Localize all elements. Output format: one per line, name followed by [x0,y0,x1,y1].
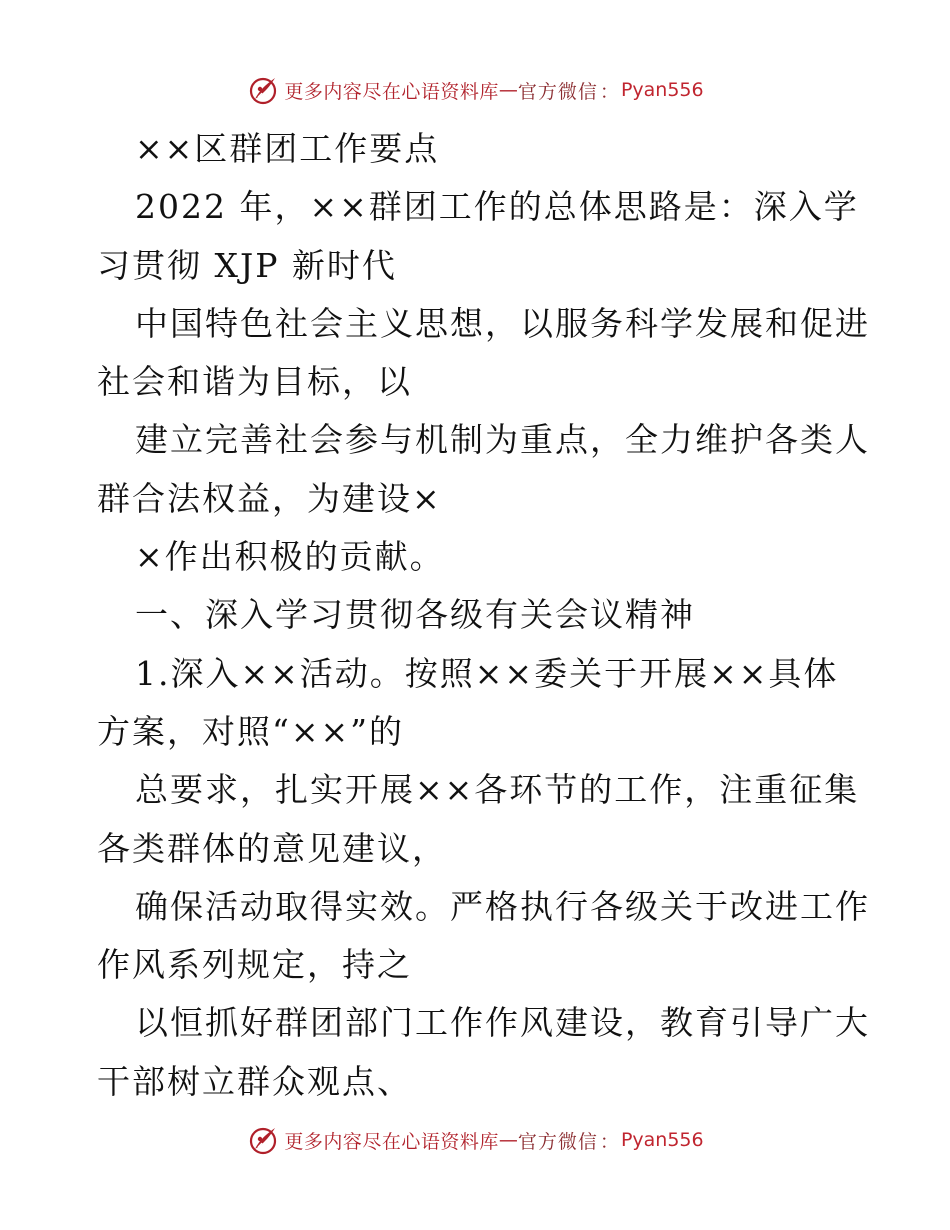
watermark-colon: ： [599,80,619,103]
footer-watermark [0,1120,950,1160]
watermark-official-label: 官方微信 [517,80,598,103]
paragraph-line: 作风系列规定，持之 [97,945,412,985]
paragraph-line: 建立完善社会参与机制为重点，全力维护各类人 [135,420,870,460]
document-title: ××区群团工作要点 [135,129,440,168]
paragraph-line: 群合法权益，为建设× [97,478,442,518]
section-heading: 一、深入学习贯彻各级有关会议精神 [135,595,695,635]
paragraph-line: 2022 年，××群团工作的总体思路是：深入学 [135,187,859,227]
watermark-dash: — [498,1129,518,1151]
watermark-wechat-id: Pyan556 [620,79,704,101]
paragraph-line: 社会和谐为目标，以 [97,362,412,402]
paragraph-line: 中国特色社会主义思想，以服务科学发展和促进 [135,303,870,343]
watermark-colon: ： [599,1130,619,1153]
paragraph-line: 总要求，扎实开展××各环节的工作，注重征集 [135,770,860,810]
watermark-official-label: 官方微信 [517,1130,598,1153]
paragraph-line: 以恒抓好群团部门工作作风建设，教育引导广大 [135,1003,870,1043]
watermark-brand-text: 更多内容尽在心语资料库 [284,80,499,103]
quill-logo-icon [246,1123,280,1157]
paragraph-line: 习贯彻 XJP 新时代 [97,245,397,285]
watermark-wechat-id: Pyan556 [620,1129,704,1151]
paragraph-line: 各类群体的意见建议， [97,828,447,868]
paragraph-line: 1.深入××活动。按照××委关于开展××具体 [135,653,839,693]
document-body [97,120,870,1111]
quill-logo-icon [246,73,280,107]
paragraph-line: 方案，对照“××”的 [97,711,405,751]
header-watermark [0,70,950,110]
paragraph-line: 干部树立群众观点、 [97,1061,412,1101]
watermark-dash: — [498,79,518,101]
paragraph-line: ×作出积极的贡献。 [135,537,445,577]
paragraph-line: 确保活动取得实效。严格执行各级关于改进工作 [135,886,870,926]
watermark-brand-text: 更多内容尽在心语资料库 [284,1130,499,1153]
